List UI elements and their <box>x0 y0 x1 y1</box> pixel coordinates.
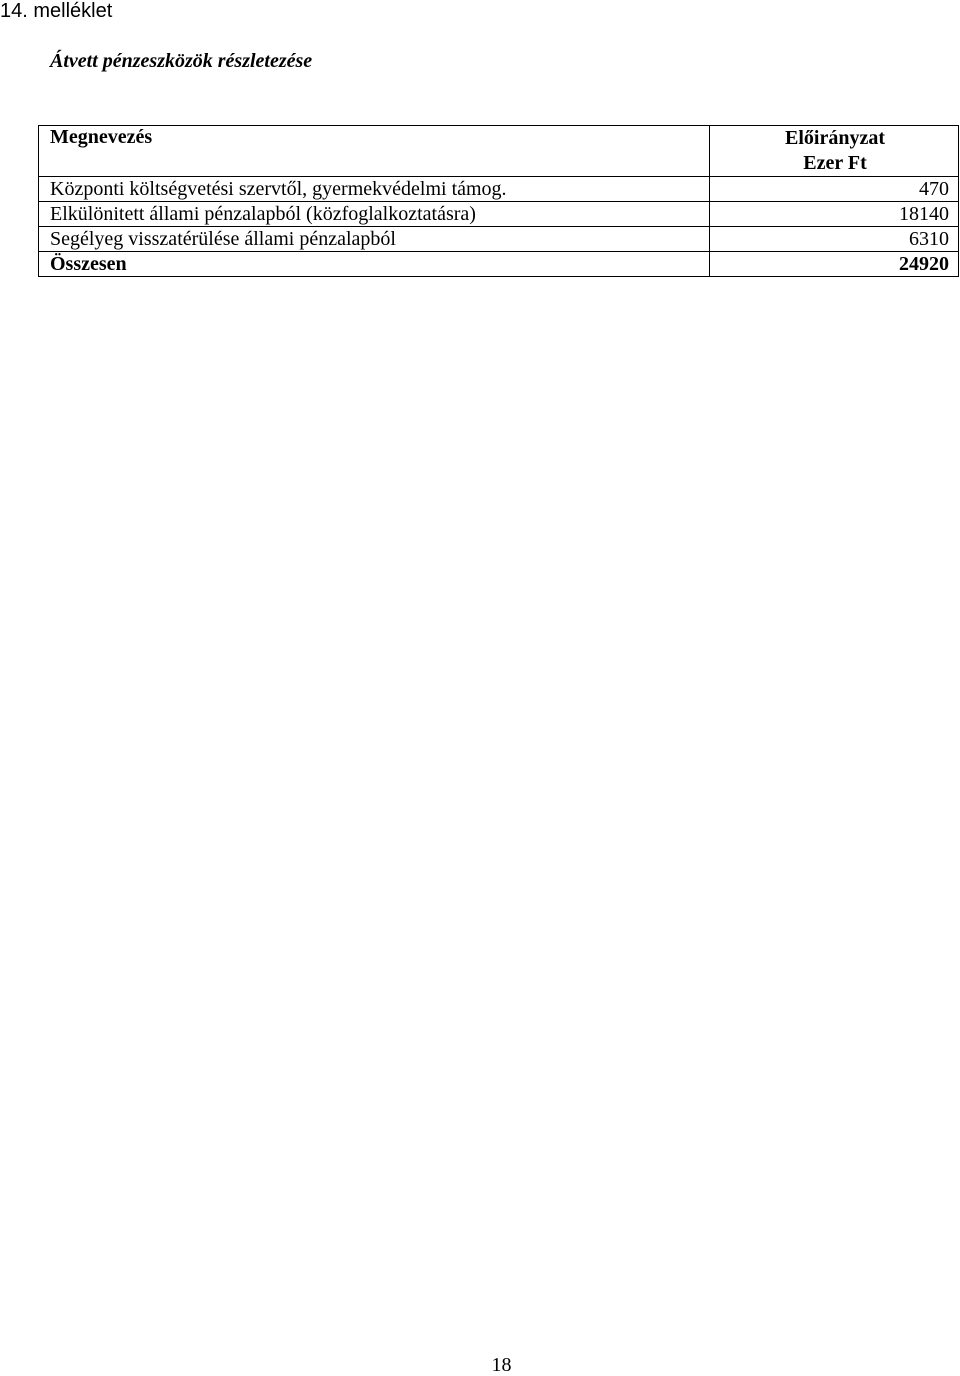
column-header-name: Megnevezés <box>39 126 710 177</box>
row-amount: 6310 <box>710 227 959 252</box>
row-amount: 470 <box>710 177 959 202</box>
table-header-row <box>39 126 959 177</box>
row-name: Központi költségvetési szervtől, gyermekvédelmi támog. <box>39 177 710 202</box>
column-header-amount <box>710 126 959 177</box>
total-label: Összesen <box>39 252 710 277</box>
table-row <box>39 227 959 252</box>
table-total-row <box>39 252 959 277</box>
page-title: Átvett pénzeszközök részletezése <box>50 50 313 72</box>
total-amount: 24920 <box>710 252 959 277</box>
row-name: Segélyeg visszatérülése állami pénzalapból <box>39 227 710 252</box>
table-row <box>39 202 959 227</box>
column-header-amount-title: Előirányzat <box>785 127 885 149</box>
annex-label: 14. melléklet <box>0 0 113 22</box>
row-amount: 18140 <box>710 202 959 227</box>
row-name: Elkülönitett állami pénzalapból (közfoglalkoztatásra) <box>39 202 710 227</box>
table-row <box>39 177 959 202</box>
column-header-amount-unit: Ezer Ft <box>803 152 867 174</box>
funds-table <box>38 125 959 277</box>
page-number: 18 <box>491 1354 512 1376</box>
